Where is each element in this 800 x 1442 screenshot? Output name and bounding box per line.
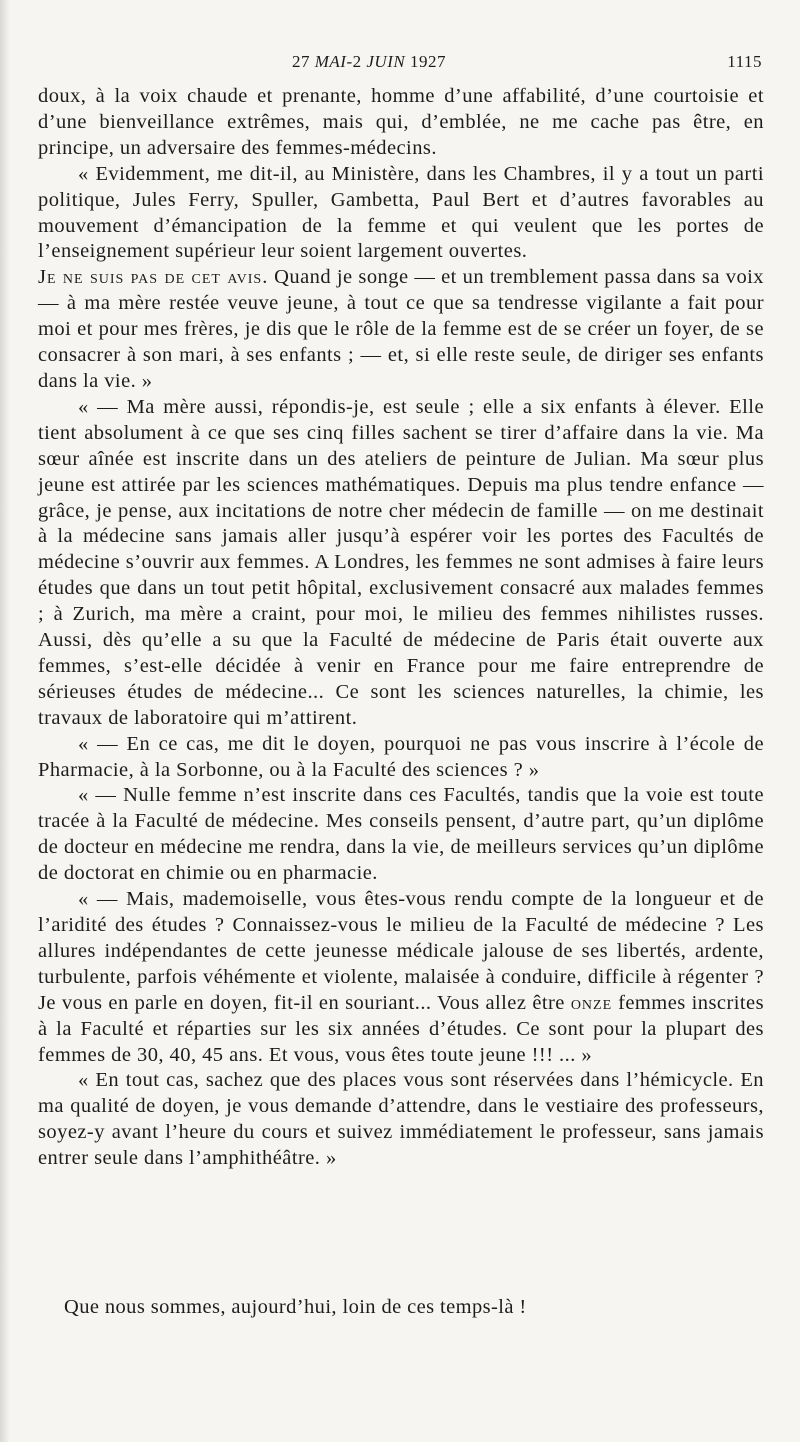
paragraph-3-smallcaps: Je ne suis pas de cet avis. (38, 266, 269, 289)
header-title-year: 1927 (405, 52, 446, 71)
closing-line: Que nous sommes, aujourd’hui, loin de ces temps-là ! (64, 1296, 527, 1318)
paragraph-2: « Evidemment, me dit-il, au Ministère, dans les Chambres, il y a tout un parti politique, Jules Ferry, Spuller, Gambetta, Paul Bert et d’autres favorables au mouvement d’émancipation de la femme et qui veulent que les portes de l’enseignement supérieur leur soient largement ouvertes. (38, 162, 764, 263)
paragraph-7-text-before: « — Mais, mademoiselle, vous êtes-vous rendu compte de la longueur et de l’aridité des études ? Connaissez-vous le milieu de la Faculté de médecine ? Les allures indépendantes de cette jeunesse médicale jalouse de ses libertés, ardente, turbulente, parfois véhémente et violente, malaisée à conduire, difficile à régenter ? Je vous en parle en doyen, fit-il en souriant... Vous allez être (38, 888, 764, 1014)
body-text (38, 84, 764, 1172)
paragraph-3-text: Quand je songe — et un tremblement passa dans sa voix — à ma mère restée veuve jeune, à tout ce que sa tendresse vigilante a fait pour moi et pour mes frères, je dis que le rôle de la femme est de se créer un foyer, de se consacrer à son mari, à ses enfants ; — et, si elle reste seule, de diriger ses enfants dans la vie. » (38, 266, 764, 392)
header-title-middle: -2 (346, 52, 367, 71)
paragraph-5: « — En ce cas, me dit le doyen, pourquoi ne pas vous inscrire à l’école de Pharmacie, à la Sorbonne, ou à la Faculté des sciences ? » (38, 732, 764, 781)
header-title-month-1: MAI (314, 52, 347, 71)
paragraph-3 (38, 265, 764, 395)
paragraph-7-smallcaps: onze (570, 991, 613, 1014)
page-number: 1115 (727, 52, 762, 71)
header-title (292, 52, 446, 72)
paragraph-7 (38, 887, 764, 1068)
paragraph-7-text-after: femmes inscrites à la Faculté et réparties sur les six années d’études. Ce sont pour la plupart des femmes de 30, 40, 45 ans. Et vous, vous êtes toute jeune !!! ... » (38, 991, 764, 1066)
page-binding-edge (0, 0, 10, 1442)
paragraph-6: « — Nulle femme n’est inscrite dans ces Facultés, tandis que la voie est toute tracée à la Faculté de médecine. Mes conseils pensent, d’autre part, qu’un diplôme de docteur en médecine me rendra, dans la vie, de meilleurs services qu’un diplôme de doctorat en chimie ou en pharmacie. (38, 784, 764, 885)
paragraph-1: doux, à la voix chaude et prenante, homme d’une affabilité, d’une courtoisie et d’une bienveillance extrêmes, mais qui, d’emblée, ne me cache pas être, en principe, un adversaire des femmes-médecins. (38, 85, 764, 159)
paragraph-8: « En tout cas, sachez que des places vous sont réservées dans l’hémicycle. En ma qualité de doyen, je vous demande d’attendre, dans le vestiaire des professeurs, soyez-y avant l’heure du cours et suivez immédiatement le professeur, sans jamais entrer seule dans l’amphithéâtre. » (38, 1069, 764, 1170)
paragraph-4: « — Ma mère aussi, répondis-je, est seule ; elle a six enfants à élever. Elle tient absolument à ce que ses cinq filles sachent se tirer d’affaire dans la vie. Ma sœur aînée est inscrite dans un des ateliers de peinture de Julian. Ma sœur plus jeune est attirée par les sciences mathématiques. Depuis ma plus tendre enfance — grâce, je pense, aux incitations de notre cher médecin de famille — on me destinait à la médecine sans jamais aller jusqu’à espérer voir les portes des Facultés de médecine s’ouvrir aux femmes. A Londres, les femmes ne sont admises à faire leurs études que dans un tout petit hôpital, exclusivement consacré aux malades femmes ; à Zurich, ma mère a craint, pour moi, le milieu des femmes nihilistes russes. Aussi, dès qu’elle a su que la Faculté de médecine de Paris était ouverte aux femmes, s’est-elle décidée à venir en France pour me faire entreprendre de sérieuses études de médecine... Ce sont les sciences naturelles, la chimie, les travaux de laboratoire qui m’attirent. (38, 395, 764, 729)
header-title-month-2: JUIN (366, 52, 406, 71)
running-header (292, 52, 762, 78)
header-title-prefix: 27 (292, 52, 315, 71)
